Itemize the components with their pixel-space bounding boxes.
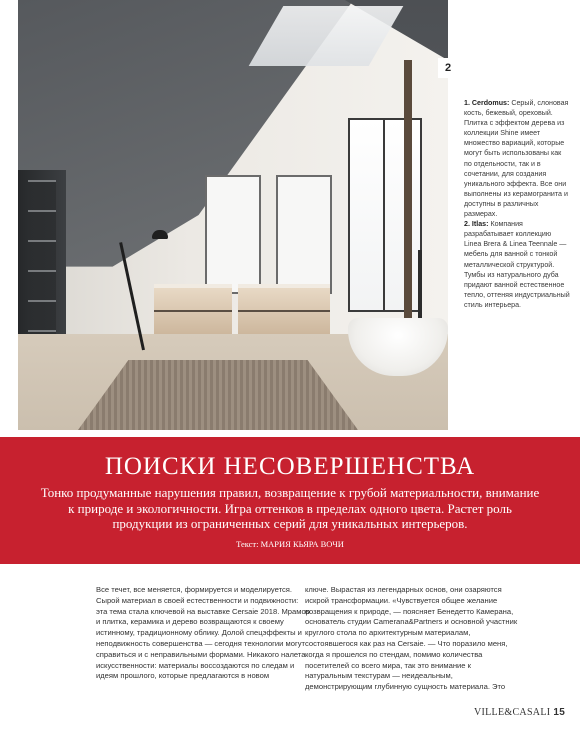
body-column-left — [96, 585, 310, 682]
interior-photo — [18, 0, 448, 430]
article-title: ПОИСКИ НЕСОВЕРШЕНСТВА — [104, 453, 476, 480]
article-lead: Тонко продуманные нарушения правил, возвращение к грубой материальности, внимание к природе и экологичности. Игра оттенков в пределах одного цвета. Растет роль продукции из ограниченных серий для уникальных интерьеров. — [40, 485, 540, 531]
caption-item-1-text: Серый, слоновая кость, бежевый, ореховый. Плитка с эффектом дерева из коллекции Shine имеет множество вариаций, которые могут быть использованы как по отдельности, так и в сочетании, для создания уникального эффекта. Все они выполнены из керамогранита и доступны в различных размерах. — [464, 99, 569, 219]
body-column-right — [305, 585, 519, 693]
caption-item-1-title: 1. Cerdomus: — [464, 99, 510, 107]
vanity-left — [154, 284, 232, 334]
caption-item-2-title: 2. Itlas: — [464, 220, 489, 229]
page-number: 15 — [553, 707, 566, 718]
floor-lamp — [124, 230, 164, 350]
mirror-left — [205, 175, 261, 294]
photo-caption — [464, 98, 570, 310]
mirror-right — [276, 175, 332, 294]
headline-banner — [0, 437, 580, 564]
caption-item-2 — [464, 219, 570, 310]
caption-item-2-text: Компания разрабатывает коллекцию Linea Brera & Linea Teennale — мебель для ванной с тонкой металлической структурой. Тумбы из натурального дуба придают ванной естественное тепло, оттеняя индустриальный стиль интерьера. — [464, 220, 570, 309]
body-paragraph: ключе. Вырастая из легендарных основ, они озаряются искрой трансформации. «Чувствуется общее желание возвращения к природе, — поясняет Бенедетто Камерана, основатель студии Camerana&Partners и основной участник круглого стола по архитектурным материалам, состоявшегося как раз на Cersaie. — Что поразило меня, когда я прошелся по стендам, помимо количества посетителей со всего мира, так это внимание к натуральным текстурам — неидеальным, демонстрирующим глубинную сущность материала. Это — [305, 585, 518, 692]
photo-number-badge: 2 — [438, 58, 458, 78]
caption-item-1 — [464, 98, 570, 219]
page-folio — [474, 707, 565, 718]
vanity-right — [238, 284, 330, 334]
article-byline: Текст: МАРИЯ КЬЯРА ВОЧИ — [236, 539, 344, 549]
cast-iron-column — [404, 60, 412, 360]
magazine-name: VILLE&CASALI — [474, 707, 551, 718]
body-paragraph: Все течет, все меняется, формируется и моделируется. Сырой материал в своей естественности и подвижности: эта тема стала ключевой на выставке Cersaie 2018. Мрамор и плитка, керамика и дерево возвращаются к своему истинному, традиционному облику. Долой спецэффекты и неподвижность совершенства — сегодня технологии могут справиться и с неправильными формами. Никакого налета искусственности: материалы воссоздаются по следам и идеям прошлого, которые предлагаются в новом — [96, 585, 310, 681]
